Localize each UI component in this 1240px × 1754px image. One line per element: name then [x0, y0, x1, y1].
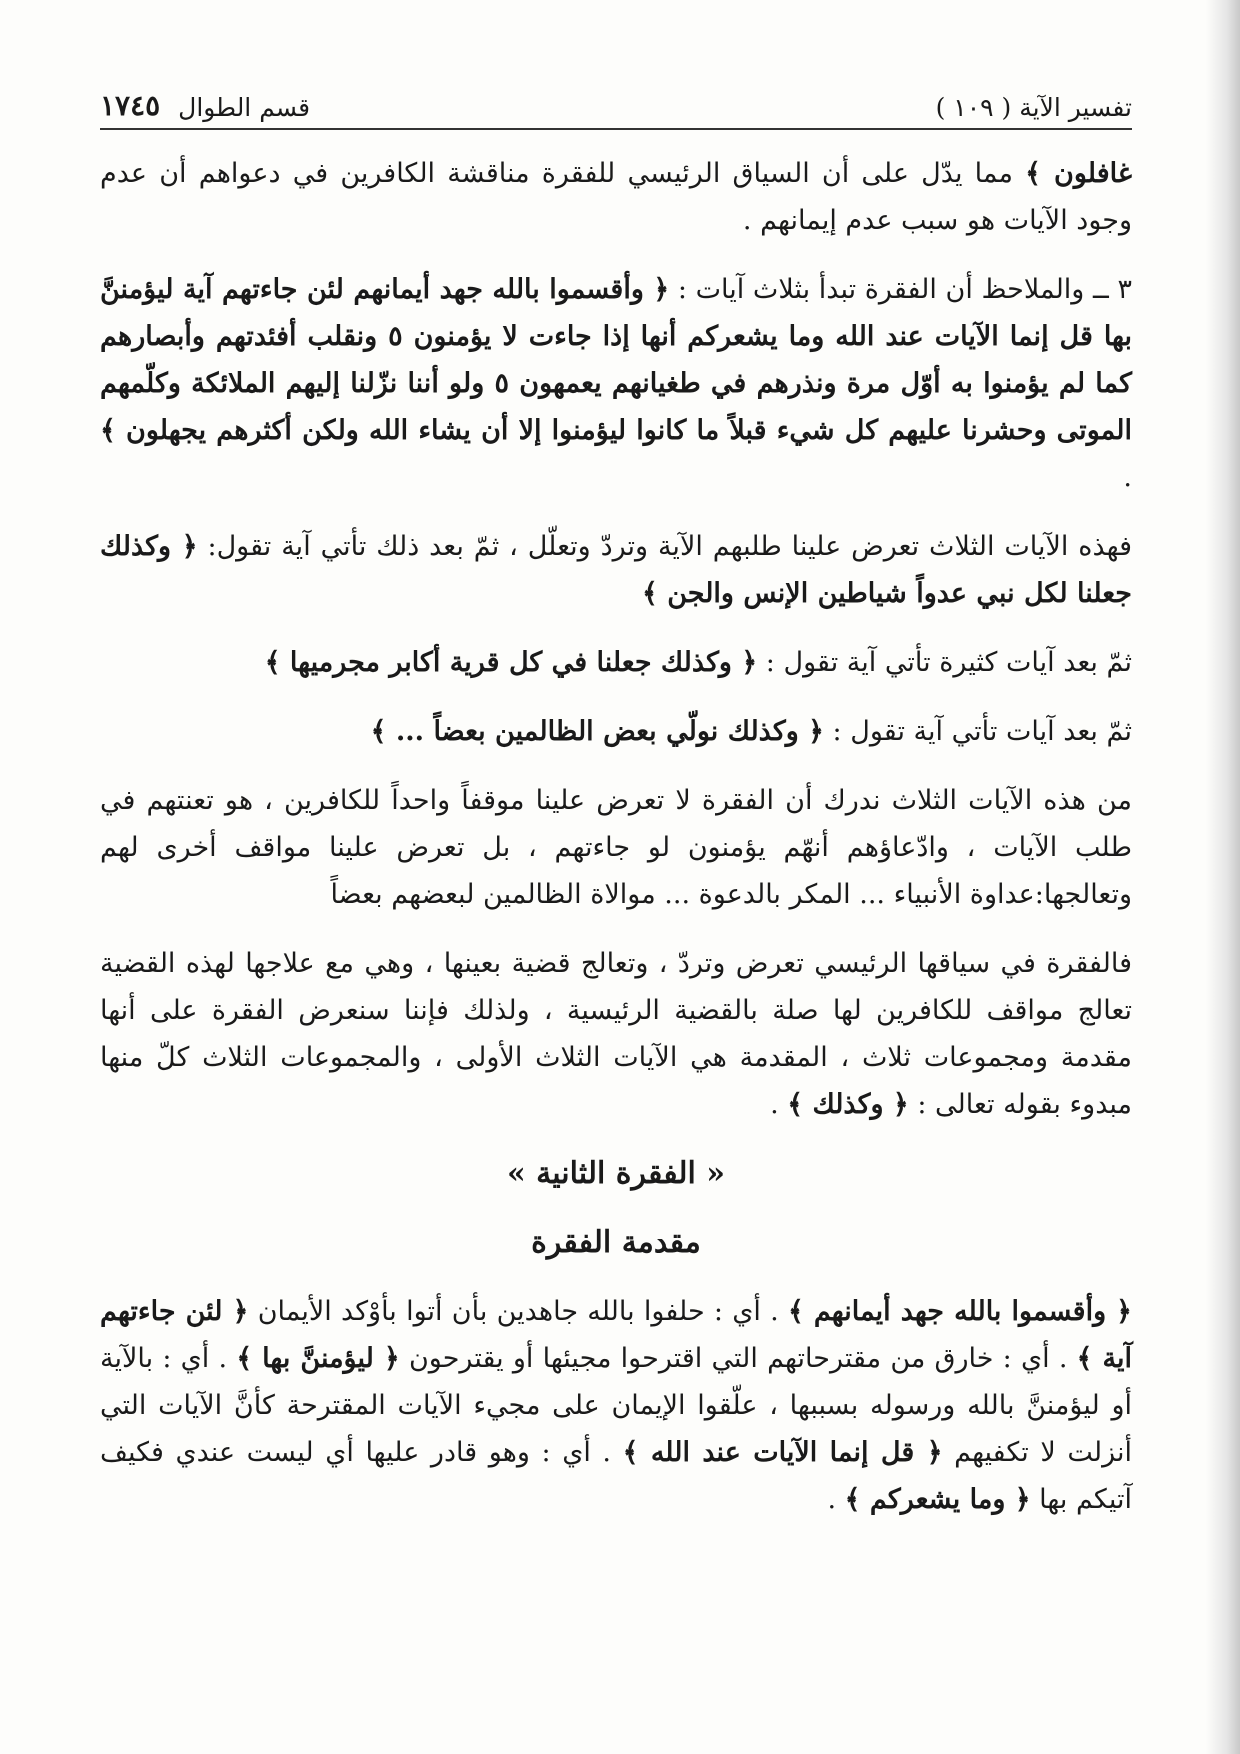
quran-quote: ﴿ وكذلك ﴾ — [787, 1089, 909, 1120]
paragraph — [100, 639, 1132, 686]
quran-quote: ﴿ وكذلك نولّي بعض الظالمين بعضاً ... ﴾ — [370, 716, 824, 747]
commentary-text: . أي : خارق من مقترحاتهم التي اقترحوا مجيئها أو يقترحون — [399, 1343, 1077, 1374]
paragraph — [100, 150, 1132, 244]
quran-quote: ﴿ لئن جاءتهم آية ﴾ — [100, 1296, 1132, 1374]
quran-quote: ﴿ وأقسموا بالله جهد أيمانهم لئن جاءتهم آية ليؤمننَّ بها قل إنما الآيات عند الله وما يشعركم أنها إذا جاءت لا يؤمنون ٥ ونقلب أفئدتهم وأبصارهم كما لم يؤمنوا به أوّل مرة ونذرهم في طغيانهم يعمهون ٥ ولو أننا نزّلنا إليهم الملائكة وكلّمهم الموتى وحشرنا عليهم كل شيء قبلاً ما كانوا ليؤمنوا إلا أن يشاء الله ولكن أكثرهم يجهلون ﴾ — [100, 274, 1132, 446]
quran-quote: غافلون ﴾ — [1025, 158, 1132, 189]
header-left-group — [100, 89, 310, 122]
commentary-text: . — [827, 1484, 845, 1515]
commentary-text: . أي : وهو قادر عليها أي ليست عندي فكيف آتيكم بها — [100, 1437, 1132, 1515]
page-edge-shadow — [1206, 0, 1240, 1754]
section-heading: « الفقرة الثانية » — [506, 1156, 726, 1191]
commentary-text: . — [770, 1089, 788, 1120]
quran-quote: ﴿ قل إنما الآيات عند الله ﴾ — [622, 1437, 943, 1468]
header-section: قسم الطوال — [178, 93, 311, 122]
page-number: ١٧٤٥ — [100, 89, 161, 122]
commentary-text: ثمّ بعد آيات تأتي آية تقول : — [823, 716, 1132, 747]
quran-quote: ﴿ وما يشعركم ﴾ — [844, 1484, 1031, 1515]
page-body — [100, 150, 1132, 1545]
paragraph — [100, 523, 1132, 617]
commentary-text: من هذه الآيات الثلاث ندرك أن الفقرة لا تعرض علينا موقفاً واحداً للكافرين ، هو تعنتهم في طلب الآيات ، وادّعاؤهم أنهّم يؤمنون لو جاءتهم ، بل تعرض علينا مواقف أخرى لهم وتعالجها:عداوة الأنبياء ... المكر بالدعوة ... موالاة الظالمين لبعضهم بعضاً — [100, 785, 1132, 910]
commentary-text: ثمّ بعد آيات كثيرة تأتي آية تقول : — [757, 647, 1132, 678]
header-title: تفسير الآية ( ١٠٩ ) — [935, 93, 1132, 122]
quran-quote: ﴿ ليؤمننَّ بها ﴾ — [236, 1343, 400, 1374]
commentary-text: ٣ ــ والملاحظ أن الفقرة تبدأ بثلاث آيات : — [669, 274, 1133, 305]
quran-quote: ﴿ وكذلك جعلنا في كل قرية أكابر مجرميها ﴾ — [264, 647, 758, 678]
paragraph — [100, 777, 1132, 918]
subsection-heading: مقدمة الفقرة — [531, 1225, 701, 1260]
paragraph — [100, 940, 1132, 1128]
commentary-text: مما يدّل على أن السياق الرئيسي للفقرة مناقشة الكافرين في دعواهم أن عدم وجود الآيات هو سبب عدم إيمانهم . — [100, 158, 1132, 236]
paragraph — [100, 708, 1132, 755]
commentary-text: فهذه الآيات الثلاث تعرض علينا طلبهم الآية وتردّ وتعلّل ، ثمّ بعد ذلك تأتي آية تقول: — [197, 531, 1132, 562]
running-header — [100, 72, 1132, 130]
commentary-text: . — [1123, 462, 1132, 493]
paragraph-last — [100, 1288, 1132, 1523]
quran-quote: ﴿ وأقسموا بالله جهد أيمانهم ﴾ — [787, 1296, 1132, 1327]
quran-quote: ﴿ وكذلك جعلنا لكل نبي عدواً شياطين الإنس والجن ﴾ — [100, 531, 1132, 609]
commentary-text: فالفقرة في سياقها الرئيسي تعرض وتردّ ، وتعالج قضية بعينها ، وهي مع علاجها لهذه القضية تعالج مواقف للكافرين لها صلة بالقضية الرئيسية ، ولذلك فإننا سنعرض الفقرة على أنها مقدمة ومجموعات ثلاث ، المقدمة هي الآيات الثلاث الأولى ، والمجموعات الثلاث كلّ منها مبدوء بقوله تعالى : — [100, 948, 1132, 1120]
commentary-text: . أي : بالآية أو ليؤمننَّ بالله ورسوله بسببها ، علّقوا الإيمان على مجيء الآيات المقترحة كأنَّ الآيات التي أنزلت لا تكفيهم — [100, 1343, 1132, 1468]
paragraph — [100, 266, 1132, 501]
commentary-text: . أي : حلفوا بالله جاهدين بأن أتوا بأوْكد الأيمان — [248, 1296, 788, 1327]
